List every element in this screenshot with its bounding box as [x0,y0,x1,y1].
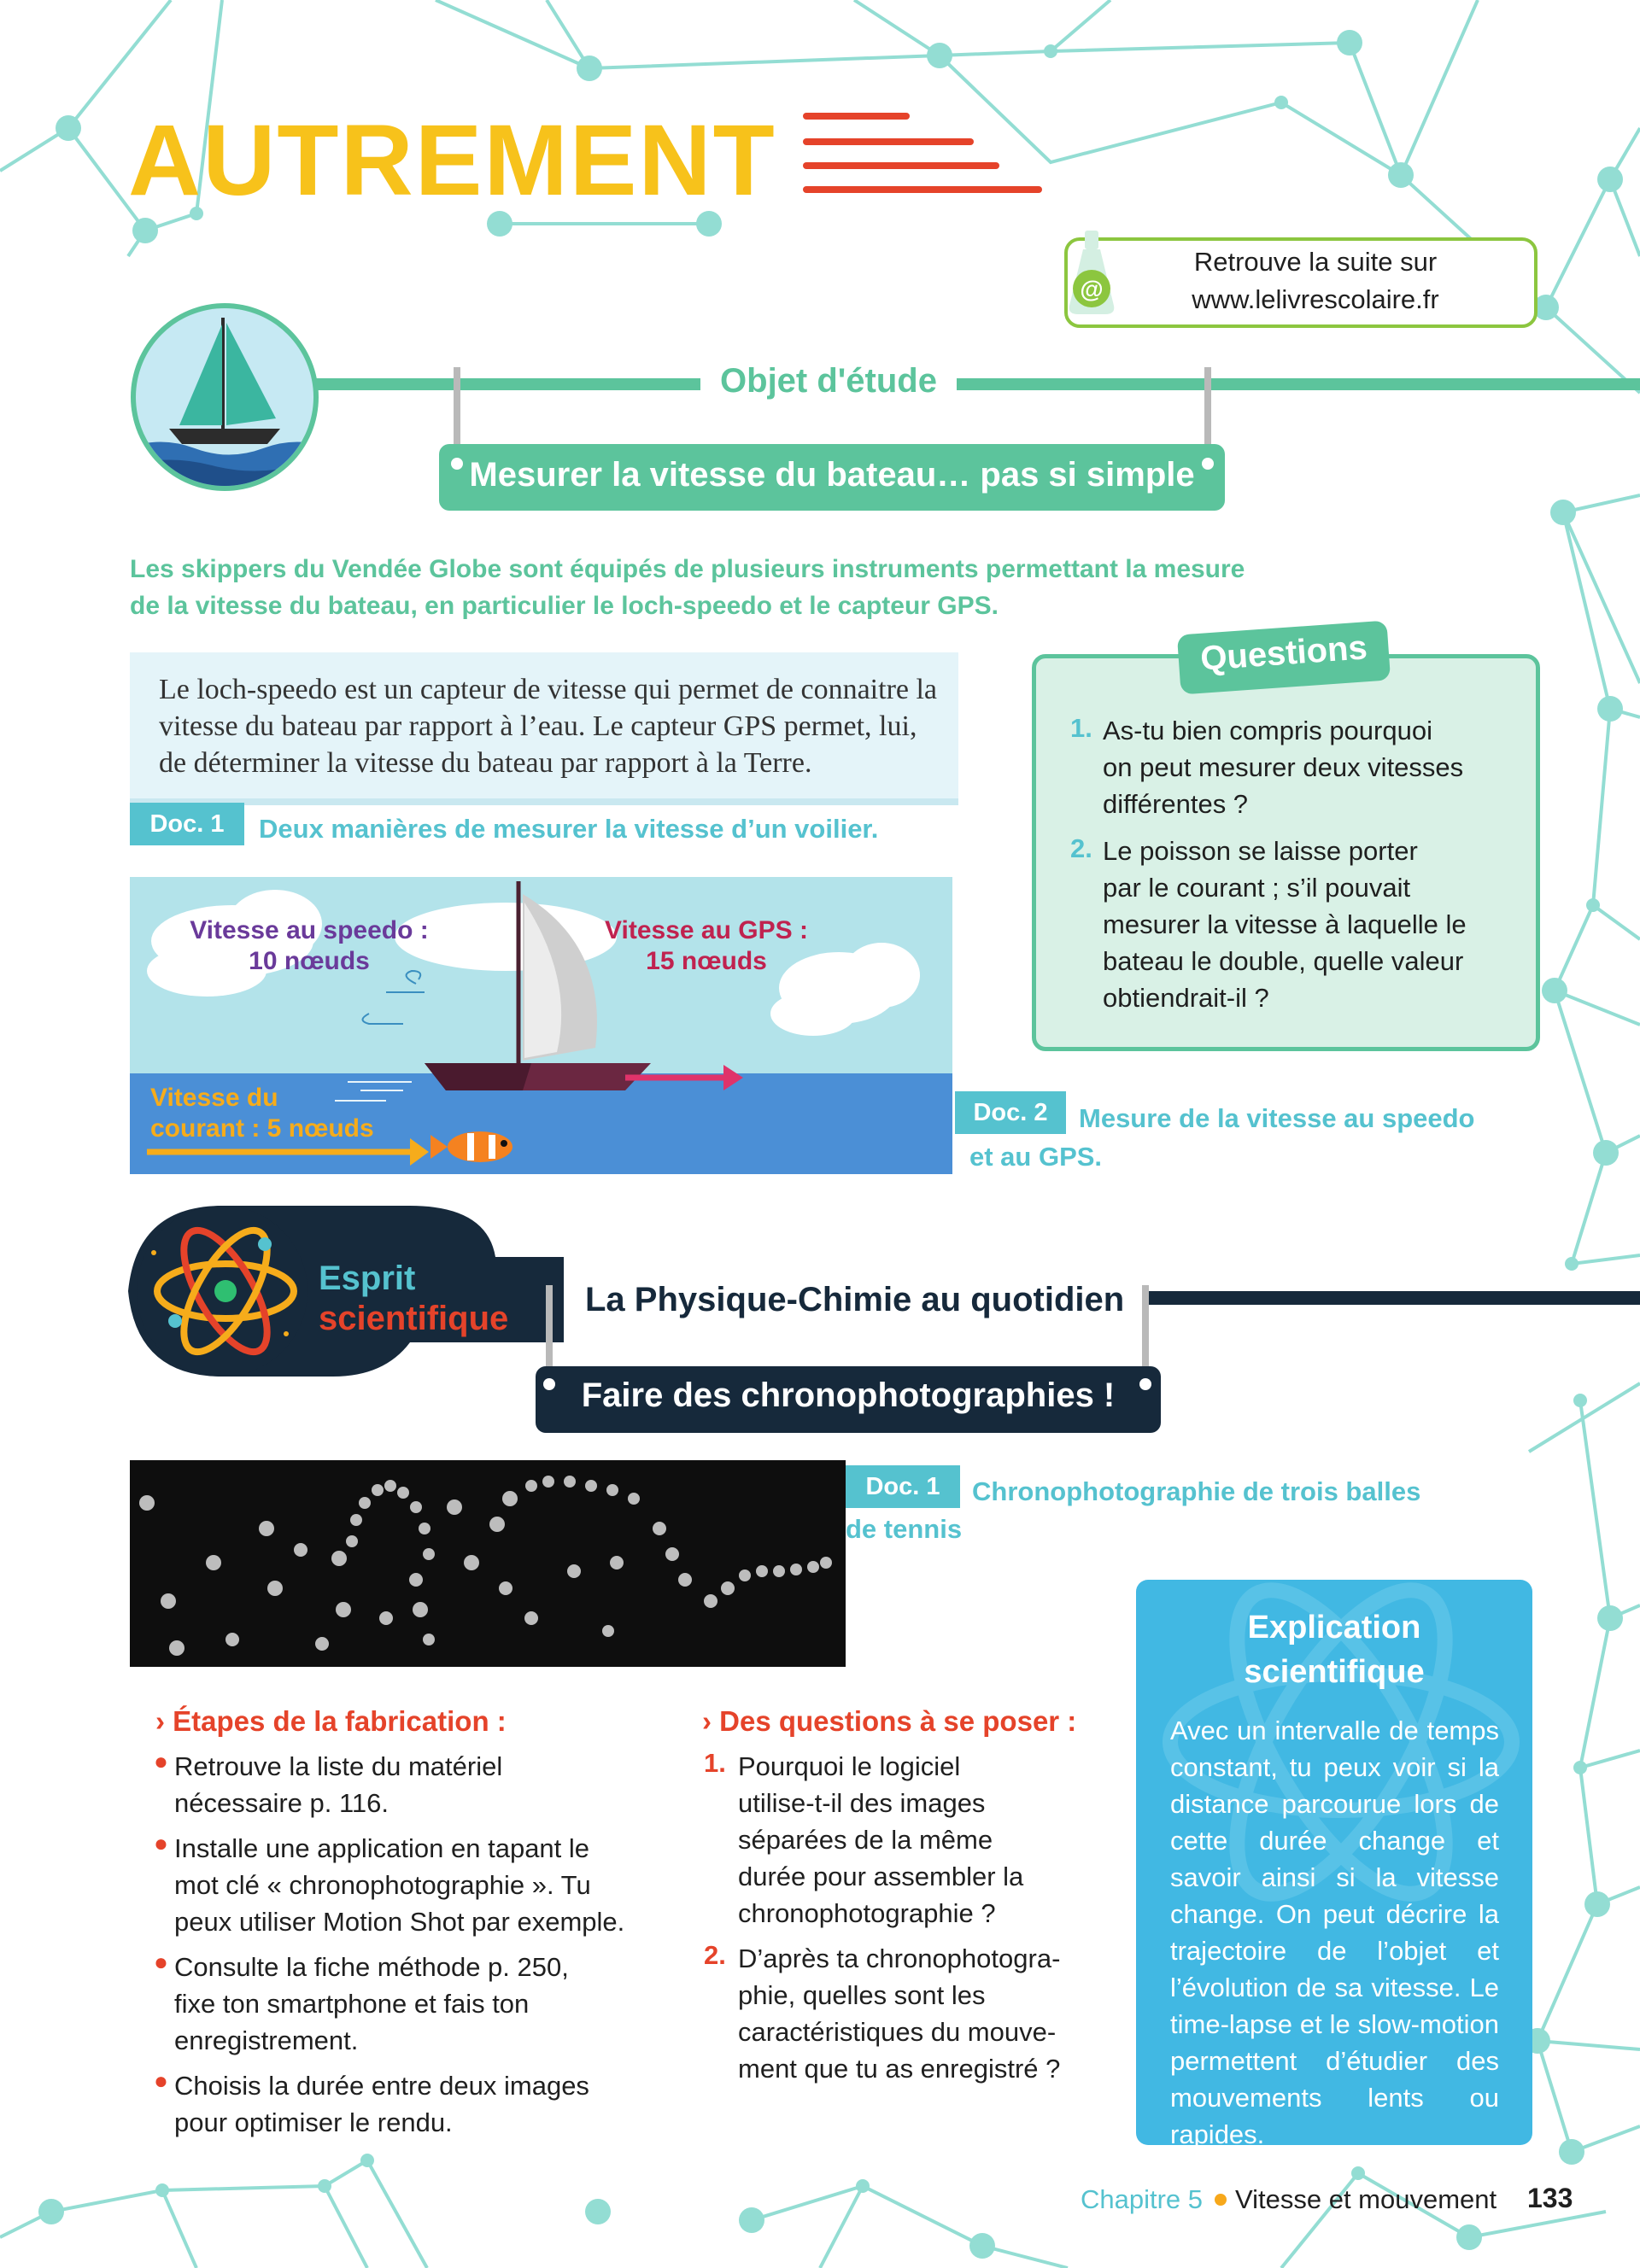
doc1-text [159,671,940,781]
question-text [1103,833,1521,1016]
question-line: par le courant ; s’il pouvait [1103,873,1411,903]
speedo-label [181,915,437,977]
step-line: enregistrement. [174,2025,359,2055]
questions-heading: › Des questions à se poser : [702,1705,1077,1737]
questions-list [702,1748,1095,2087]
question-number: 2. [1070,833,1092,863]
step-line: nécessaire p. 116. [174,1788,390,1818]
esprit-title-line2: scientifique [319,1300,509,1337]
section-banner-title: Mesurer la vitesse du bateau… pas si simple [469,456,1195,494]
question-line: D’après ta chronophotogra- [738,1944,1061,1973]
sailboat-icon [126,299,323,495]
steps-heading: › Étapes de la fabrication : [155,1705,507,1737]
speedo-label-line: Vitesse au speedo : [190,916,429,944]
list-item [702,1940,1095,2087]
section-bar [1143,1291,1640,1305]
footer-bullet-icon [1215,2194,1227,2206]
svg-text:@: @ [1080,276,1104,302]
list-item [702,1748,1095,1932]
link-url[interactable]: www.lelivrescolaire.fr [1192,284,1439,314]
doc1-line: Le loch-speedo est un capteur de vitesse qui permet de connaitre la [159,674,938,705]
question-line: différentes ? [1103,789,1249,819]
question-number: 1. [1070,713,1092,743]
doc1-line: vitesse du bateau par rapport à l’eau. Le capteur GPS permet, lui, [159,710,917,742]
questions-title: Questions [1198,628,1369,678]
section-label: Objet d'étude [700,362,957,400]
current-value: courant : 5 nœuds [150,1114,374,1143]
step-line: pour optimiser le rendu. [174,2107,453,2137]
section-banner-title: Faire des chronophotographies ! [581,1377,1116,1414]
step-line: fixe ton smartphone et fais ton [174,1989,530,2019]
esprit-title-line1: Esprit [319,1260,416,1297]
flask-at-icon [1066,224,1117,319]
bullet-icon: ● [154,2067,168,2094]
footer-chapter: Chapitre 5 [1081,2184,1204,2214]
question-line: obtiendrait-il ? [1103,983,1269,1013]
list-item [154,1830,683,1940]
explanation-title [1136,1605,1532,1694]
step-line: peux utiliser Motion Shot par exemple. [174,1907,625,1937]
doc1-line: de déterminer la vitesse du bateau par rapport à la Terre. [159,747,812,779]
doc-caption: Chronophotographie de trois balles [972,1476,1421,1506]
step-line: Retrouve la liste du matériel [174,1751,503,1781]
boat-speed-illustration [130,877,952,1174]
title-decoration-line [803,113,910,120]
website-link-text[interactable] [1128,243,1503,319]
title-decoration-line [803,138,974,145]
step-line: Choisis la durée entre deux images [174,2071,589,2101]
question-line: utilise-t-il des images [738,1788,986,1818]
list-item [154,1949,683,2059]
title-decoration-line [803,186,1042,193]
question-line: durée pour assembler la [738,1862,1024,1891]
step-line: Consulte la fiche méthode p. 250, [174,1952,569,1982]
title-decoration-line [803,162,999,169]
gps-value: 15 nœuds [646,947,767,975]
speedo-value: 10 nœuds [249,947,370,975]
question-line: mesurer la vitesse à laquelle le [1103,909,1467,939]
intro-line: de la vitesse du bateau, en particulier le loch-speedo et le capteur GPS. [130,592,999,620]
bullet-icon: ● [154,1830,168,1856]
explanation-title-line: scientifique [1244,1654,1425,1690]
list-item [154,1748,683,1821]
intro-line: Les skippers du Vendée Globe sont équipés de plusieurs instruments permettant la mesure [130,555,1245,583]
bullet-icon: ● [154,1949,168,1975]
question-line: séparées de la même [738,1825,993,1855]
doc-caption: de tennis [846,1514,963,1544]
section-bar [316,378,1640,390]
chronophotography-image [130,1460,846,1667]
bullet-icon: ● [154,1748,168,1774]
doc-tag: Doc. 2 [955,1091,1066,1134]
doc-caption: Mesure de la vitesse au speedo [1079,1103,1475,1133]
list-item [154,2067,683,2141]
question-number: 2. [704,1940,726,1970]
page-title: AUTREMENT [128,104,776,217]
steps-list [154,1748,683,2141]
footer-chapter-title: Vitesse et mouvement [1235,2184,1497,2214]
question-line: ment que tu as enregistré ? [738,2054,1061,2084]
doc-tag: Doc. 1 [130,803,244,845]
intro-paragraph [130,551,1411,624]
question-line: Pourquoi le logiciel [738,1751,961,1781]
question-line: chronophotographie ? [738,1898,996,1928]
current-label [150,1083,407,1144]
page-number: 133 [1527,2183,1573,2213]
question-line: bateau le double, quelle valeur [1103,946,1464,976]
doc-caption: Deux manières de mesurer la vitesse d’un voilier. [259,814,879,844]
question-line: on peut mesurer deux vitesses [1103,752,1464,782]
doc-caption: et au GPS. [969,1142,1103,1172]
question-text [1103,712,1521,822]
question-line: phie, quelles sont les [738,1980,986,2010]
explanation-title-line: Explication [1247,1610,1421,1645]
question-line: caractéristiques du mouve- [738,2017,1057,2047]
doc1-box-shadow [130,798,958,805]
question-line: Le poisson se laisse porter [1103,836,1418,866]
gps-label-line: Vitesse au GPS : [605,916,808,944]
gps-label [591,915,822,977]
step-line: mot clé « chronophotographie ». Tu [174,1870,591,1900]
link-line-1: Retrouve la suite sur [1193,247,1438,277]
current-label-line: Vitesse du [150,1084,278,1112]
question-number: 1. [704,1748,726,1778]
doc-tag: Doc. 1 [846,1465,960,1508]
question-line: As-tu bien compris pourquoi [1103,716,1432,745]
explanation-text: Avec un intervalle de temps constant, tu peux voir si la distance parcourue lors de cette durée change et savoir ainsi si la vitesse change. On peut décrire la trajectoire de l’objet et l’évolution de sa vitesse. Le time-lapse et le slow-motion permettent d’étudier des mouvements lents ou rapides. [1170,1716,1499,2149]
step-line: Installe une application en tapant le [174,1833,590,1863]
tennis-balls-trajectory [130,1460,846,1667]
section-label: La Physique-Chimie au quotidien [585,1281,1125,1318]
